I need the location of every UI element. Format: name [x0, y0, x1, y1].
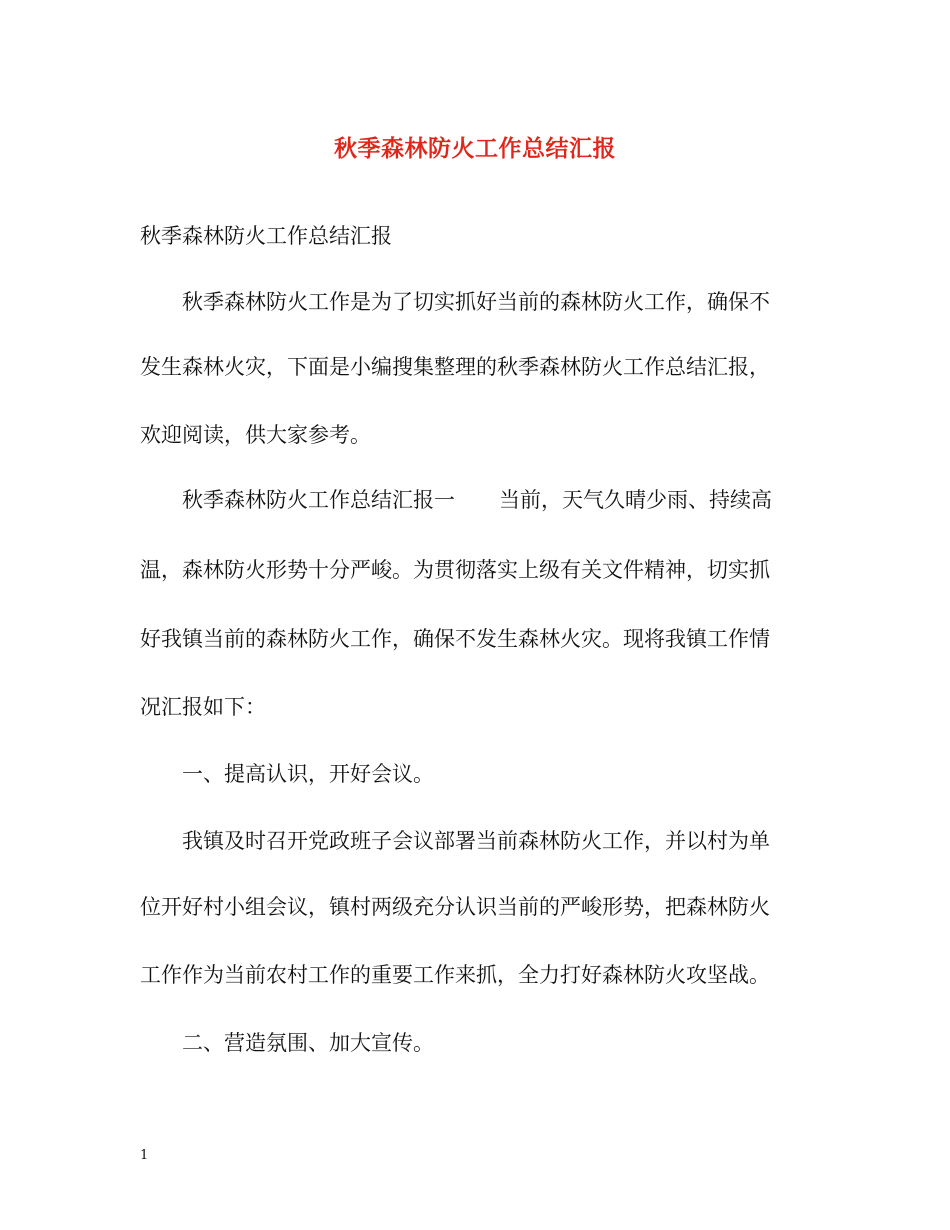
text-line-6: 温，森林防火形势十分严峻。为贯彻落实上级有关文件精神，切实抓: [140, 558, 770, 582]
text-line-12: 工作作为当前农村工作的重要工作来抓，全力打好森林防火攻坚战。: [140, 963, 770, 987]
text-line-7: 好我镇当前的森林防火工作，确保不发生森林火灾。现将我镇工作情: [140, 627, 770, 651]
document-title: 秋季森林防火工作总结汇报: [334, 135, 616, 162]
text-line-2: 秋季森林防火工作是为了切实抓好当前的森林防火工作，确保不: [140, 290, 770, 314]
text-line-9: 一、提高认识，开好会议。: [140, 762, 434, 786]
text-line-5-head: 秋季森林防火工作总结汇报一: [140, 488, 455, 512]
text-line-11: 位开好村小组会议，镇村两级充分认识当前的严峻形势，把森林防火: [140, 895, 770, 919]
text-line-8: 况汇报如下：: [140, 695, 266, 719]
text-line-13: 二、营造氛围、加大宣传。: [140, 1031, 434, 1055]
text-line-10: 我镇及时召开党政班子会议部署当前森林防火工作，并以村为单: [140, 829, 770, 853]
text-line-5: [140, 483, 820, 517]
page-number: 1: [140, 1148, 149, 1163]
text-line-1: 秋季森林防火工作总结汇报: [140, 224, 392, 248]
text-line-5-tail: 当前，天气久晴少雨、持续高: [499, 488, 772, 512]
text-line-3: 发生森林火灾，下面是小编搜集整理的秋季森林防火工作总结汇报，: [140, 355, 770, 379]
text-line-4: 欢迎阅读，供大家参考。: [140, 423, 371, 447]
